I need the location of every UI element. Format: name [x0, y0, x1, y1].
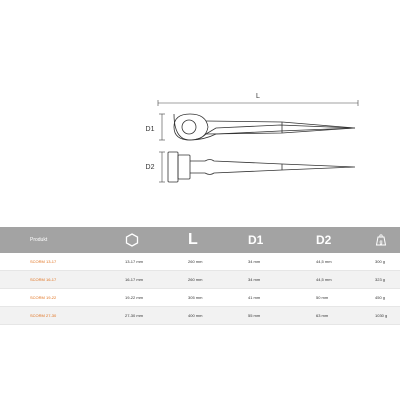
table-row — [0, 271, 400, 289]
hexagon-nut-icon — [125, 227, 165, 253]
d2-cell: 44,5 mm — [316, 277, 332, 282]
weight-cell: 1030 g — [375, 313, 388, 318]
product-code: SCORM 19-22 — [30, 295, 57, 300]
d1-cell: 41 mm — [248, 295, 261, 300]
weight-cell: 450 g — [375, 295, 386, 300]
d1-cell: 55 mm — [248, 313, 261, 318]
d2-cell: 63 mm — [316, 313, 329, 318]
size-cell: 13-17 mm — [125, 259, 144, 264]
size-cell: 16-17 mm — [125, 277, 144, 282]
d2-cell: 44,5 mm — [316, 259, 332, 264]
spec-table — [0, 227, 400, 325]
header-d1: D1 — [248, 233, 264, 247]
d1-cell: 34 mm — [248, 259, 261, 264]
header-product: Produkt — [30, 237, 48, 243]
table-header — [0, 227, 400, 253]
product-code: SCORM 16-17 — [30, 277, 57, 282]
d1-cell: 34 mm — [248, 277, 261, 282]
size-cell: 27-30 mm — [125, 313, 144, 318]
d1-dimension-label: D1 — [145, 126, 155, 133]
d2-cell: 50 mm — [316, 295, 329, 300]
size-cell: 19-22 mm — [125, 295, 144, 300]
d2-dimension-label: D2 — [145, 164, 155, 171]
wrench-side-view — [168, 152, 355, 182]
length-dimension-label: L — [256, 93, 260, 100]
wrench-top-view — [174, 114, 355, 140]
weight-icon — [375, 227, 400, 253]
header-length: L — [188, 231, 198, 248]
table-row — [0, 289, 400, 307]
wrench-technical-drawing — [0, 0, 400, 190]
weight-unit-label: g — [379, 239, 383, 246]
product-code: SCORM 13-17 — [30, 259, 57, 264]
table-row — [0, 253, 400, 271]
length-cell: 305 mm — [188, 295, 203, 300]
weight-cell: 300 g — [375, 259, 386, 264]
header-d2: D2 — [316, 233, 332, 247]
length-cell: 260 mm — [188, 259, 203, 264]
length-cell: 400 mm — [188, 313, 203, 318]
product-code: SCORM 27-30 — [30, 313, 57, 318]
length-cell: 260 mm — [188, 277, 203, 282]
table-row — [0, 307, 400, 325]
weight-cell: 323 g — [375, 277, 386, 282]
